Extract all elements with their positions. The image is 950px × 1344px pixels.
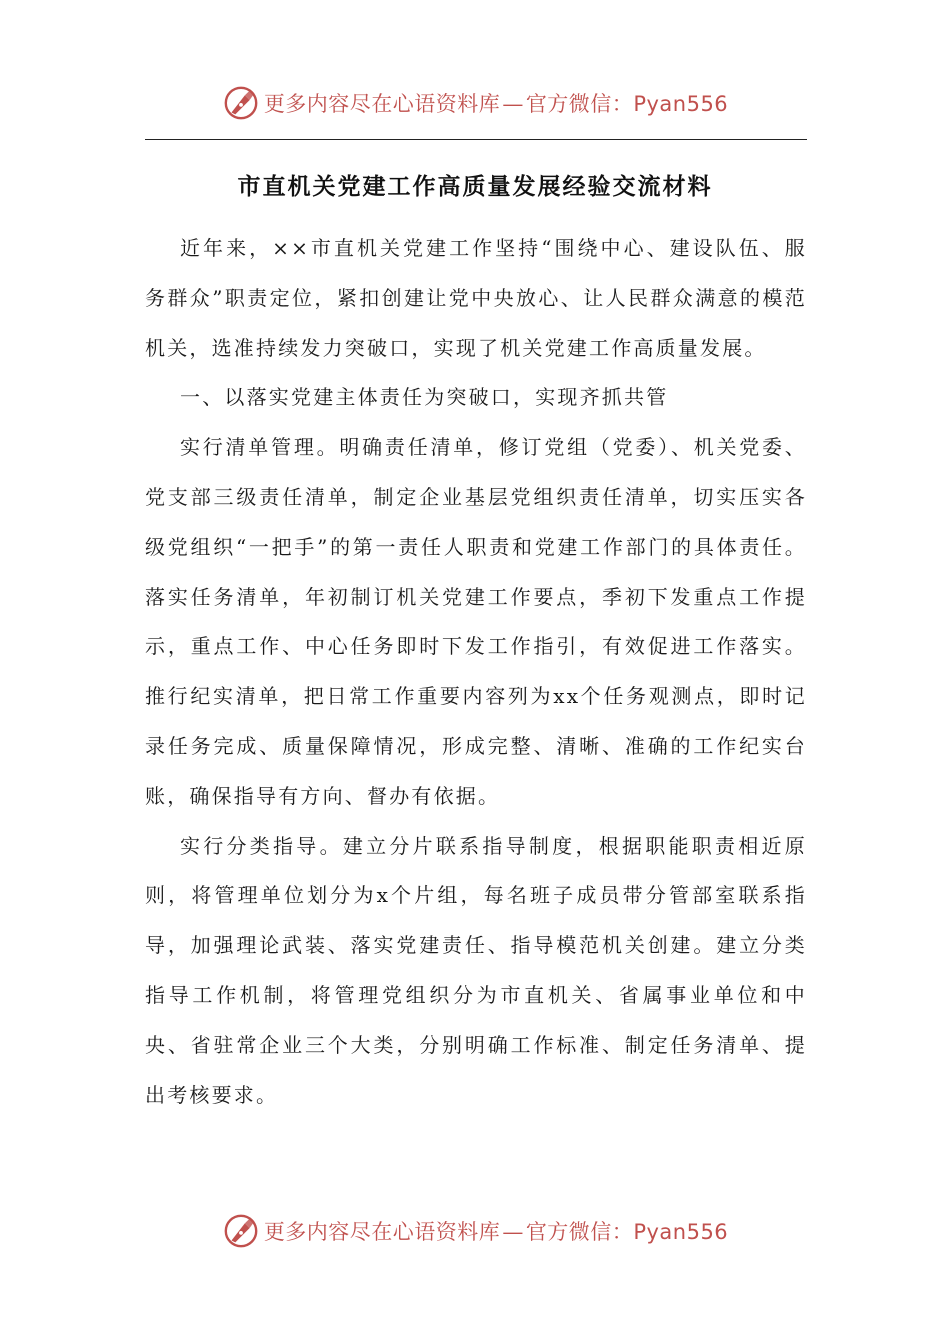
pen-nib-logo-icon — [222, 84, 260, 122]
paragraph-checklist-management: 实行清单管理。明确责任清单，修订党组（党委）、机关党委、党支部三级责任清单，制定企业基层党组织责任清单，切实压实各级党组织“一把手”的第一责任人职责和党建工作部门的具体责任。落实任务清单，年初制订机关党建工作要点，季初下发重点工作提示，重点工作、中心任务即时下发工作指引，有效促进工作落实。推行纪实清单，把日常工作重要内容列为xx个任务观测点，即时记录任务完成、质量保障情况，形成完整、清晰、准确的工作纪实台账，确保指导有方向、督办有依据。 — [145, 435, 807, 808]
pen-nib-logo-icon — [222, 1212, 260, 1250]
document-title: 市直机关党建工作高质量发展经验交流材料 — [237, 173, 713, 200]
banner-wechat-label: 官方微信： — [525, 92, 634, 116]
document-body — [145, 224, 807, 1120]
banner-wechat-id: Pyan556 — [633, 1220, 729, 1244]
banner-separator: — — [502, 1220, 524, 1244]
banner-wechat-label: 官方微信： — [525, 1220, 634, 1244]
banner-separator: — — [502, 92, 524, 116]
header-banner — [0, 84, 950, 122]
paragraph-classified-guidance: 实行分类指导。建立分片联系指导制度，根据职能职责相近原则，将管理单位划分为x个片组，每名班子成员带分管部室联系指导，加强理论武装、落实党建责任、指导模范机关创建。建立分类指导工作机制，将管理党组织分为市直机关、省属事业单位和中央、省驻常企业三个大类，分别明确工作标准、制定任务清单、提出考核要求。 — [145, 833, 807, 1107]
header-divider — [145, 139, 807, 140]
banner-slogan: 更多内容尽在心语资料库 — [263, 92, 501, 116]
paragraph-intro: 近年来，××市直机关党建工作坚持“围绕中心、建设队伍、服务群众”职责定位，紧扣创建让党中央放心、让人民群众满意的模范机关，选准持续发力突破口，实现了机关党建工作高质量发展。 — [145, 236, 807, 360]
section-heading: 一、以落实党建主体责任为突破口，实现齐抓共管 — [180, 385, 669, 410]
banner-slogan: 更多内容尽在心语资料库 — [263, 1220, 501, 1244]
banner-wechat-id: Pyan556 — [633, 92, 729, 116]
footer-banner — [0, 1212, 950, 1250]
